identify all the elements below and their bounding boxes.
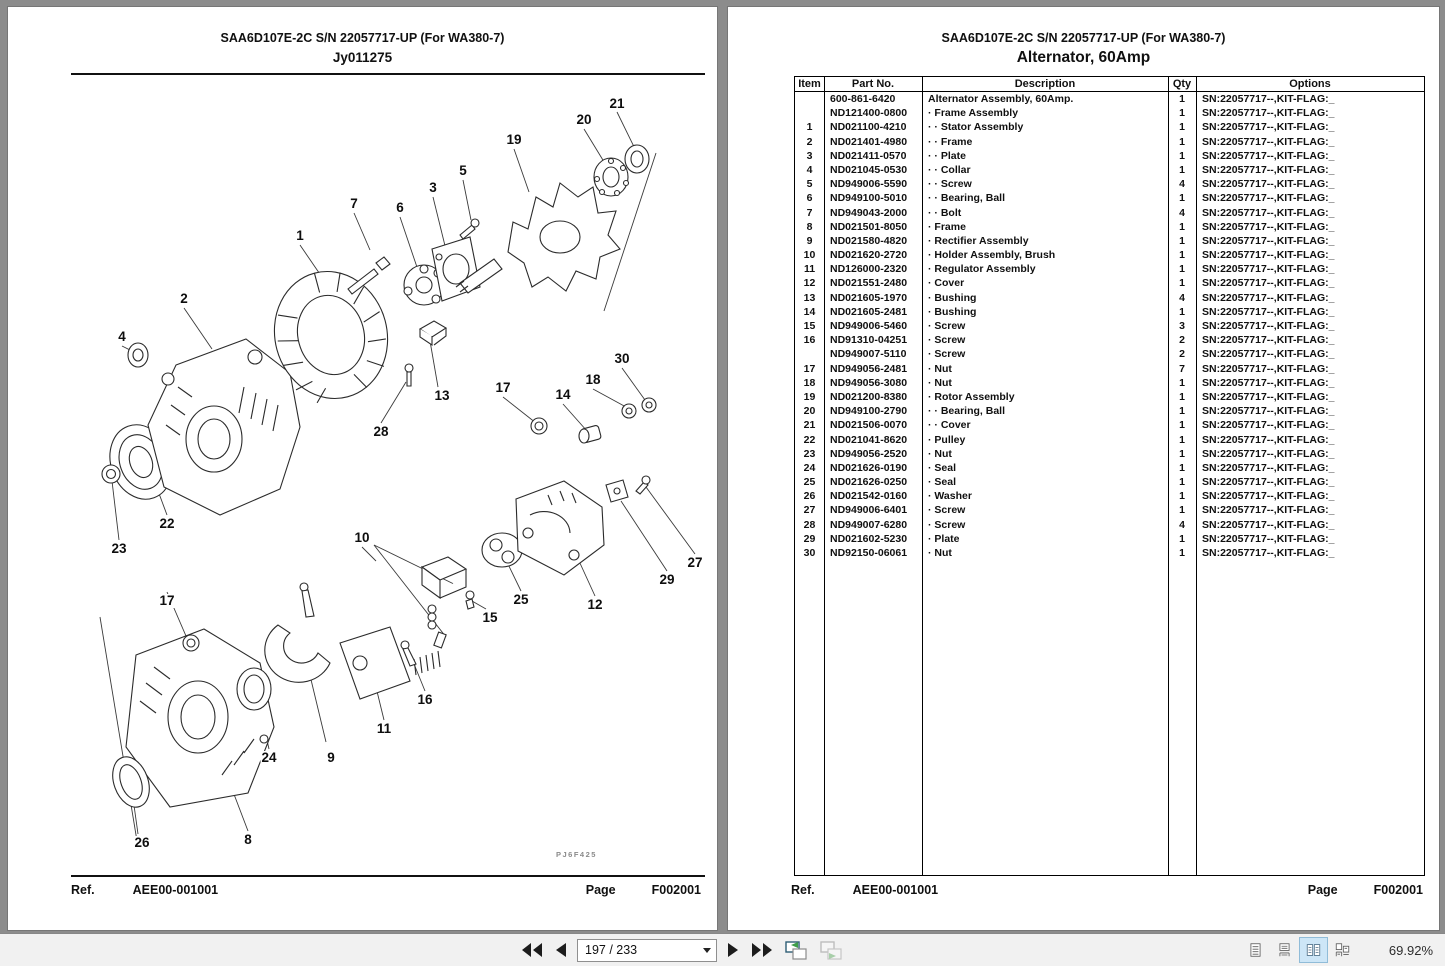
table-cell: ND949056-2520 [830,447,908,460]
table-cell: ND021100-4210 [830,121,907,134]
table-row [795,546,1424,560]
table-cell: ND021602-5230 [830,532,908,545]
table-cell: 1 [1179,376,1185,389]
left-page-footer [71,883,701,897]
table-row [795,149,1424,163]
table-cell: 9 [806,234,813,247]
table-cell: SN:22057717--,KIT-FLAG:_ [1202,249,1335,262]
part-callout-10: 10 [354,530,370,545]
table-row [795,120,1424,134]
table-cell: 4 [1179,291,1185,304]
table-cell: 1 [1179,277,1185,290]
table-row [795,248,1424,262]
table-cell: · Nut [928,547,952,559]
table-cell: 11 [803,263,816,276]
table-row [795,461,1424,475]
parts-table-rows [795,92,1424,560]
table-cell: 20 [803,405,816,418]
table-cell: · Bushing [928,305,977,318]
two-page-continuous-view-button[interactable] [1328,937,1357,963]
table-cell: 1 [1179,234,1185,247]
table-cell: 7 [1179,362,1185,375]
table-cell: SN:22057717--,KIT-FLAG:_ [1202,447,1335,460]
table-cell: · · Stator Assembly [928,121,1024,134]
table-cell: 26 [803,490,816,503]
table-cell: 1 [1179,461,1185,474]
table-cell: ND021401-4980 [830,135,908,148]
ref-label: Ref. [71,883,95,897]
table-row [795,262,1424,276]
table-cell: · · Bolt [928,206,962,219]
column-divider [824,77,825,875]
table-row [795,447,1424,461]
table-row [795,418,1424,432]
table-cell: 2 [1179,334,1185,347]
table-cell: · Nut [928,447,952,460]
table-cell: SN:22057717--,KIT-FLAG:_ [1202,376,1335,389]
table-cell: 1 [1179,405,1185,418]
table-cell: 600-861-6420 [830,93,896,105]
table-cell: · · Frame [928,135,973,148]
table-cell: 1 [1179,263,1185,276]
table-cell: 8 [806,220,813,233]
table-row [795,220,1424,234]
table-cell: 1 [1179,107,1185,120]
callout-layer [8,87,719,867]
table-row [795,532,1424,546]
parts-table [794,76,1425,876]
table-cell: SN:22057717--,KIT-FLAG:_ [1202,504,1335,517]
table-cell: ND021551-2480 [830,277,908,290]
table-cell: 1 [1179,476,1185,489]
table-cell: 1 [1179,490,1185,503]
table-cell: 1 [1179,135,1185,148]
table-cell: SN:22057717--,KIT-FLAG:_ [1202,405,1335,418]
table-cell: · Holder Assembly, Brush [928,249,1056,262]
table-cell: 1 [1179,249,1185,262]
table-cell: SN:22057717--,KIT-FLAG:_ [1202,220,1335,233]
left-arrow-icon [556,943,567,957]
table-cell: ND021045-0530 [830,163,908,176]
part-callout-21: 21 [609,96,625,111]
table-cell: · Cover [928,277,965,290]
table-cell: SN:22057717--,KIT-FLAG:_ [1202,461,1335,474]
part-callout-25: 25 [513,592,529,607]
table-cell: SN:22057717--,KIT-FLAG:_ [1202,390,1335,403]
left-page [7,6,718,931]
table-cell: SN:22057717--,KIT-FLAG:_ [1202,334,1335,347]
table-cell: SN:22057717--,KIT-FLAG:_ [1202,320,1335,332]
table-cell: SN:22057717--,KIT-FLAG:_ [1202,348,1335,361]
part-callout-29: 29 [659,572,675,587]
table-cell: ND021580-4820 [830,234,908,247]
table-cell: ND949056-2481 [830,362,908,375]
page-number-input[interactable] [578,941,699,960]
table-cell: SN:22057717--,KIT-FLAG:_ [1202,149,1335,162]
part-callout-2: 2 [180,291,188,306]
table-cell: 7 [806,206,813,219]
table-cell: SN:22057717--,KIT-FLAG:_ [1202,135,1335,148]
ref-value: AEE00-001001 [852,883,939,897]
zoom-level: 69.92% [1388,942,1433,958]
table-header-row [795,77,1424,92]
part-callout-3: 3 [429,180,437,195]
part-callout-23: 23 [111,541,127,556]
part-callout-5: 5 [459,163,467,178]
part-callout-13: 13 [434,388,450,403]
table-cell: SN:22057717--,KIT-FLAG:_ [1202,107,1335,120]
two-page-continuous-view-icon [1335,941,1350,959]
table-cell: · · Plate [928,149,966,162]
table-cell: · Bushing [928,291,977,304]
table-cell: SN:22057717--,KIT-FLAG:_ [1202,263,1335,276]
part-callout-22: 22 [159,516,175,531]
table-cell: 18 [803,376,816,389]
table-cell: 1 [1179,532,1185,545]
table-cell: SN:22057717--,KIT-FLAG:_ [1202,277,1335,290]
table-cell: · Nut [928,362,952,375]
table-cell: 27 [803,504,816,517]
continuous-view-icon [1277,941,1292,959]
header-rule [71,73,705,75]
header-part-no: Part No. [851,78,895,90]
table-cell: 4 [1179,206,1185,219]
table-cell: 3 [1179,320,1185,332]
table-cell: SN:22057717--,KIT-FLAG:_ [1202,192,1335,205]
header-qty: Qty [1172,78,1192,90]
table-row [795,106,1424,120]
table-cell [795,92,824,106]
part-callout-19: 19 [506,132,522,147]
table-cell: · Regulator Assembly [928,263,1036,276]
table-cell: 29 [803,532,816,545]
table-cell: 16 [803,334,816,347]
table-row [795,191,1424,205]
table-row [795,433,1424,447]
continuous-view-button[interactable] [1270,937,1299,963]
table-cell: · Rectifier Assembly [928,234,1029,247]
table-cell: ND949006-5460 [830,320,908,332]
left-page-model-header: SAA6D107E-2C S/N 22057717-UP (For WA380-7) [220,31,505,45]
table-cell: · Seal [928,461,957,474]
part-callout-28: 28 [373,424,389,439]
table-cell: · Screw [928,348,966,361]
part-callout-20: 20 [576,112,592,127]
table-row [795,475,1424,489]
table-row [795,319,1424,333]
table-cell: 1 [1179,192,1185,205]
table-cell: · Frame Assembly [928,107,1019,120]
table-cell: ND91310-04251 [830,334,908,347]
table-cell: ND949007-5110 [830,348,907,361]
table-cell: · · Screw [928,178,972,191]
table-row [795,376,1424,390]
table-cell: SN:22057717--,KIT-FLAG:_ [1202,362,1335,375]
table-cell: 23 [803,447,816,460]
table-cell: ND126000-2320 [830,263,908,276]
table-row [795,276,1424,290]
table-row [795,347,1424,361]
right-page-model-header: SAA6D107E-2C S/N 22057717-UP (For WA380-7) [941,31,1226,45]
table-cell: 4 [1179,518,1185,531]
table-row [795,333,1424,347]
table-cell: · Nut [928,376,952,389]
table-row [795,305,1424,319]
table-row [795,390,1424,404]
table-cell: 6 [806,192,813,205]
table-cell: ND021501-8050 [830,220,908,233]
footer-rule [71,875,705,877]
table-cell: · Plate [928,532,960,545]
part-callout-12: 12 [587,597,603,612]
exploded-diagram [8,87,719,867]
table-cell: 14 [803,305,816,318]
table-cell: ND949006-6401 [830,504,908,517]
part-callout-18: 18 [585,372,601,387]
part-callout-1: 1 [296,228,304,243]
table-cell: 4 [806,163,813,176]
table-cell: 4 [1179,178,1185,191]
column-divider [1196,77,1197,875]
table-cell: ND949100-2790 [830,405,908,418]
table-cell: SN:22057717--,KIT-FLAG:_ [1202,518,1335,531]
window-forward-arrow-icon [820,941,842,960]
table-row [795,291,1424,305]
table-cell: 2 [1179,348,1185,361]
next-view-button[interactable] [817,939,845,962]
page-label: Page [585,883,616,897]
double-left-arrow-icon [522,943,543,957]
part-callout-30: 30 [614,351,630,366]
table-cell: · Frame [928,220,966,233]
previous-view-button[interactable] [782,939,810,962]
table-row [795,404,1424,418]
part-callout-27: 27 [687,555,703,570]
table-cell: · Screw [928,518,966,531]
next-page-button[interactable] [724,941,741,959]
table-cell: SN:22057717--,KIT-FLAG:_ [1202,433,1335,446]
table-cell: 28 [803,518,816,531]
table-cell: 1 [1179,149,1185,162]
page-value: F002001 [651,883,701,897]
table-cell: SN:22057717--,KIT-FLAG:_ [1202,93,1335,105]
page-layout-controls [1241,934,1442,966]
page-value: F002001 [1373,883,1423,897]
table-cell: ND021620-2720 [830,249,908,262]
table-cell: · Screw [928,504,966,517]
header-options: Options [1289,78,1331,90]
table-cell: ND949043-2000 [830,206,908,219]
table-cell: · Seal [928,476,957,489]
table-cell: 17 [803,362,816,375]
table-cell: · Screw [928,334,966,347]
part-callout-11: 11 [376,721,392,736]
table-cell: ND121400-0800 [830,107,908,120]
column-divider [1168,77,1169,875]
table-cell: 19 [803,390,816,403]
table-cell: 5 [806,178,813,191]
two-page-view-button[interactable] [1299,937,1328,963]
table-cell: SN:22057717--,KIT-FLAG:_ [1202,305,1335,318]
table-cell: 1 [1179,220,1185,233]
part-callout-24: 24 [261,750,277,765]
part-callout-14: 14 [555,387,571,402]
table-cell: ND92150-06061 [830,547,908,559]
table-cell: Alternator Assembly, 60Amp. [928,93,1074,105]
page-label: Page [1307,883,1338,897]
table-cell: 2 [806,135,813,148]
two-page-view-icon [1306,941,1321,959]
part-callout-17: 17 [159,593,175,608]
table-row [795,362,1424,376]
table-cell: SN:22057717--,KIT-FLAG:_ [1202,163,1335,176]
table-cell: · · Bearing, Ball [928,405,1006,418]
table-cell: 30 [803,547,816,559]
table-cell: 1 [1179,390,1185,403]
table-cell: · Pulley [928,433,966,446]
table-row [795,489,1424,503]
table-row [795,503,1424,517]
table-cell: ND949006-5590 [830,178,908,191]
table-cell: ND021626-0190 [830,461,908,474]
table-cell: ND021605-2481 [830,305,908,318]
table-cell: 3 [806,149,813,162]
right-arrow-icon [727,943,738,957]
double-right-arrow-icon [751,943,772,957]
part-callout-16: 16 [417,692,433,707]
part-callout-7: 7 [350,196,358,211]
table-cell: 1 [1179,433,1185,446]
single-page-view-icon [1248,941,1263,959]
ref-value: AEE00-001001 [132,883,219,897]
table-row [795,135,1424,149]
part-callout-4: 4 [118,329,126,344]
table-cell: · Screw [928,320,966,332]
previous-page-button[interactable] [553,941,570,959]
table-cell: ND949100-5010 [830,192,908,205]
table-cell: SN:22057717--,KIT-FLAG:_ [1202,234,1335,247]
table-cell [795,106,824,120]
ref-label: Ref. [791,883,815,897]
table-row [795,234,1424,248]
table-cell: · Rotor Assembly [928,390,1015,403]
table-cell: SN:22057717--,KIT-FLAG:_ [1202,532,1335,545]
table-cell: SN:22057717--,KIT-FLAG:_ [1202,291,1335,304]
table-cell: 1 [1179,447,1185,460]
table-cell: ND021506-0070 [830,419,908,432]
part-callout-26: 26 [134,835,150,850]
table-cell: SN:22057717--,KIT-FLAG:_ [1202,121,1335,134]
first-page-button[interactable] [519,941,546,959]
table-row [795,206,1424,220]
left-page-figure-id: Jy011275 [332,50,393,65]
table-row [795,177,1424,191]
viewer-toolbar [0,933,1445,966]
table-row [795,163,1424,177]
table-cell: 10 [803,249,816,262]
table-cell: · · Bearing, Ball [928,192,1006,205]
last-page-button[interactable] [748,941,775,959]
header-item: Item [798,78,821,90]
part-callout-6: 6 [396,200,404,215]
window-back-arrow-icon [785,941,807,960]
table-cell: ND949007-6280 [830,518,908,531]
table-cell: ND021626-0250 [830,476,908,489]
right-page [727,6,1440,931]
part-callout-15: 15 [482,610,498,625]
column-divider [922,77,923,875]
table-cell: 1 [1179,547,1185,559]
table-cell: SN:22057717--,KIT-FLAG:_ [1202,490,1335,503]
table-cell: · · Cover [928,419,971,432]
table-cell: 1 [1179,93,1185,105]
table-cell: 1 [1179,305,1185,318]
table-cell: · Washer [928,490,972,503]
part-callout-8: 8 [244,832,252,847]
table-cell: 25 [803,476,816,489]
part-callout-9: 9 [327,750,335,765]
right-page-footer [791,883,1423,897]
table-cell: ND021411-0570 [830,149,907,162]
header-description: Description [1014,78,1076,90]
single-page-view-button[interactable] [1241,937,1270,963]
table-cell: ND021200-8380 [830,390,908,403]
table-cell: ND021542-0160 [830,490,908,503]
table-cell: · · Collar [928,163,971,176]
table-cell: SN:22057717--,KIT-FLAG:_ [1202,476,1335,489]
table-cell: 1 [1179,419,1185,432]
table-cell: 1 [1179,121,1185,134]
table-cell [795,347,824,361]
table-cell: 24 [803,461,816,474]
table-cell: 13 [803,291,816,304]
table-cell: SN:22057717--,KIT-FLAG:_ [1202,206,1335,219]
table-cell: 15 [803,320,816,332]
chevron-down-icon[interactable] [703,948,711,953]
table-cell: ND021605-1970 [830,291,908,304]
table-cell: ND949056-3080 [830,376,908,389]
page-number-combobox[interactable] [577,939,717,962]
table-cell: SN:22057717--,KIT-FLAG:_ [1202,547,1335,559]
table-row [795,518,1424,532]
figure-code: PJ6F425 [556,850,597,859]
table-cell: SN:22057717--,KIT-FLAG:_ [1202,178,1335,191]
table-cell: 1 [1179,504,1185,517]
table-cell: 22 [803,433,816,446]
page-navigation [519,934,845,966]
assembly-title: Alternator, 60Amp [1016,49,1151,66]
table-cell: 1 [806,121,813,134]
table-cell: 21 [803,419,816,432]
table-cell: SN:22057717--,KIT-FLAG:_ [1202,419,1335,432]
table-cell: 12 [803,277,816,290]
table-cell: ND021041-8620 [830,433,908,446]
part-callout-17: 17 [495,380,511,395]
table-cell: 1 [1179,163,1185,176]
table-row [795,92,1424,106]
